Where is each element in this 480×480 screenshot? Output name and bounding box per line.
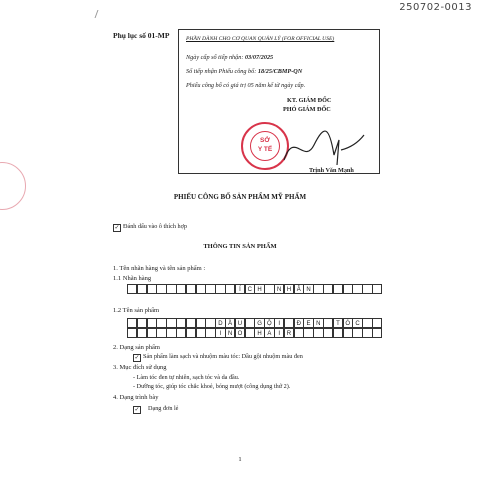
receipt-date-value: 03/07/2025 — [244, 54, 274, 61]
handwritten-reference-number: 250702-0013 — [399, 2, 472, 13]
letter-cell: R — [284, 328, 294, 338]
instruction-text: Đánh dấu vào ô thích hợp — [123, 223, 187, 230]
letter-cell: C — [245, 284, 255, 294]
product-name-grid-row1 — [127, 318, 382, 328]
letter-cell — [372, 284, 382, 294]
receipt-number-line — [186, 68, 302, 75]
signer-name: Trịnh Văn Mạnh — [309, 167, 354, 174]
item-1-label: 1. Tên nhãn hàng và tên sản phẩm : — [113, 265, 206, 272]
vice-director-title: PHÓ GIÁM ĐỐC — [283, 106, 331, 113]
product-name-grid-row2 — [127, 328, 382, 338]
letter-cell — [372, 328, 382, 338]
letter-cell: I — [215, 328, 225, 338]
product-type-line — [133, 353, 303, 362]
letter-cell: H — [254, 284, 264, 294]
pen-mark — [95, 10, 111, 18]
receipt-number-label: Số tiếp nhận Phiếu công bố: — [186, 68, 258, 75]
section-title: THÔNG TIN SẢN PHẨM — [203, 243, 277, 250]
official-use-box — [178, 29, 380, 174]
letter-cell: C — [352, 318, 362, 328]
official-use-title: PHẦN DÀNH CHO CƠ QUAN QUẢN LÝ (FOR OFFICIAL USE) — [186, 36, 335, 42]
faded-side-seal — [0, 162, 26, 210]
receipt-date-line — [186, 54, 273, 61]
checked-box-icon: ✓ — [134, 354, 140, 361]
letter-cell: Đ — [294, 318, 304, 328]
letter-cell: O — [235, 328, 245, 338]
letter-cell: N — [225, 328, 235, 338]
purpose-line-b: - Dưỡng tóc, giúp tóc chắc khoẻ, bóng mượt (công dụng thứ 2). — [133, 383, 291, 390]
receipt-number-value: 18/25/CBMP-QN — [257, 68, 303, 75]
letter-cell: Ó — [343, 318, 353, 328]
checked-box-icon: ✓ — [114, 224, 120, 231]
checked-box-icon: ✓ — [134, 406, 140, 413]
brand-name-grid — [127, 284, 382, 294]
product-type-text: Sản phẩm làm sạch và nhuộm màu tóc: Dầu gội nhuộm màu đen — [143, 353, 303, 360]
presentation-line — [133, 405, 178, 414]
presentation-text: Dạng đơn lẻ — [148, 405, 179, 412]
letter-cell: T — [333, 318, 343, 328]
page-number: 1 — [238, 456, 242, 463]
seal-text-line1: SỞ — [260, 137, 270, 144]
letter-cell: Ộ — [264, 318, 274, 328]
signature-scribble — [279, 120, 369, 170]
letter-cell: H — [254, 328, 264, 338]
letter-cell: Â — [294, 284, 304, 294]
seal-text-line2: Y TẾ — [257, 146, 273, 153]
appendix-label: Phụ lục số 01-MP — [113, 31, 170, 40]
letter-cell: Í — [235, 284, 245, 294]
letter-cell: N — [313, 318, 323, 328]
item-1-2-label: 1.2 Tên sản phẩm — [113, 307, 160, 314]
deputy-title: KT. GIÁM ĐỐC — [287, 97, 332, 104]
letter-cell: I — [274, 328, 284, 338]
letter-cell — [372, 318, 382, 328]
letter-cell: H — [284, 284, 294, 294]
item-2-label: 2. Dạng sản phẩm — [113, 344, 160, 351]
receipt-date-label: Ngày cấp số tiếp nhận: — [186, 54, 245, 61]
letter-cell: E — [303, 318, 313, 328]
letter-cell: U — [235, 318, 245, 328]
validity-note: Phiếu công bố có giá trị 05 năm kể từ ngày cấp. — [186, 82, 306, 89]
letter-cell: A — [264, 328, 274, 338]
letter-cell: N — [274, 284, 284, 294]
letter-cell: G — [254, 318, 264, 328]
item-4-label: 4. Dạng trình bày — [113, 394, 159, 401]
instruction-line — [113, 223, 187, 232]
letter-cell: Ầ — [225, 318, 235, 328]
letter-cell: D — [215, 318, 225, 328]
purpose-line-a: - Làm tóc đen tự nhiên, sạch tóc và da đầu. — [133, 374, 240, 381]
item-3-label: 3. Mục đích sử dụng — [113, 364, 167, 371]
document-title: PHIẾU CÔNG BỐ SẢN PHẨM MỸ PHẨM — [173, 193, 307, 201]
letter-cell: I — [274, 318, 284, 328]
item-1-1-label: 1.1 Nhãn hàng — [113, 275, 152, 282]
letter-cell: N — [303, 284, 313, 294]
